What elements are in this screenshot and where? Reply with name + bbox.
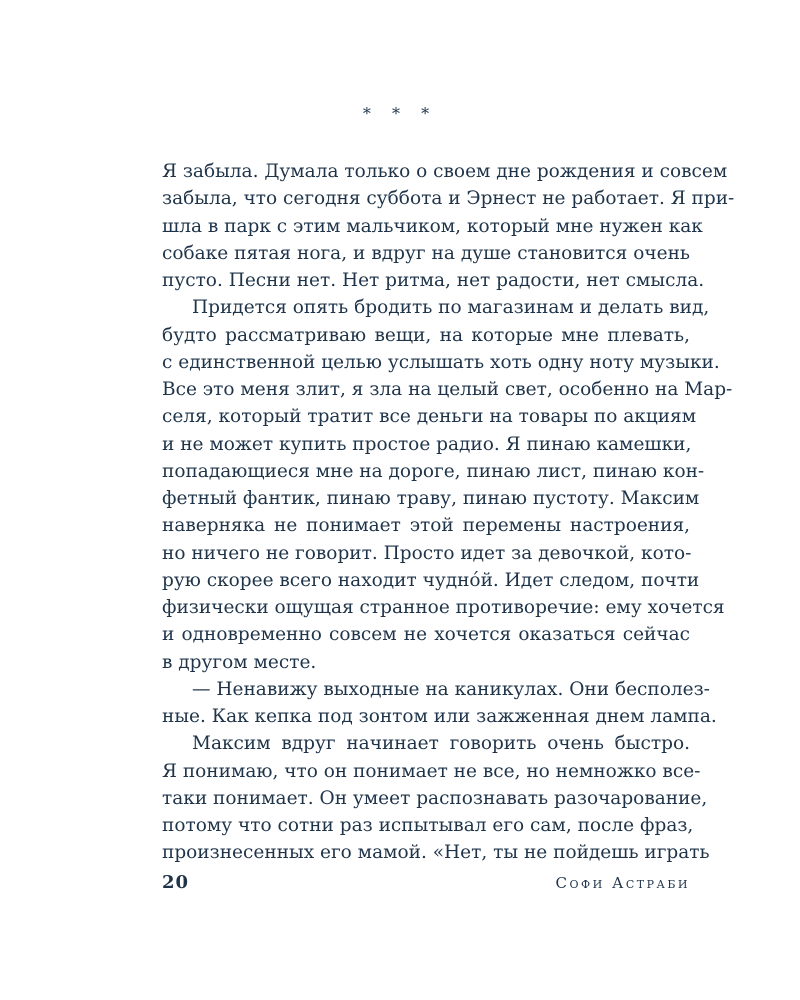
text-line: будто рассматриваю вещи, на которые мне плевать,: [162, 324, 690, 346]
body-text: [162, 158, 735, 867]
text-line: с единственной целью услышать хоть одну ноту музыки.: [162, 351, 720, 373]
text-line: Придется опять бродить по магазинам и делать вид,: [192, 297, 710, 319]
text-line: произнесенных его мамой. «Нет, ты не пойдешь играть: [162, 842, 710, 864]
text-line: — Ненавижу выходные на каникулах. Они бесполез-: [192, 678, 710, 700]
text-line: Максим вдруг начинает говорить очень быстро.: [192, 733, 690, 755]
text-line: рую скорее всего находит чуднóй. Идет следом, почти: [162, 569, 700, 591]
text-line: ные. Как кепка под зонтом или зажженная днем лампа.: [162, 706, 717, 727]
text-line: фетный фантик, пинаю траву, пинаю пустоту. Максим: [162, 488, 700, 509]
text-line: попадающиеся мне на дороге, пинаю лист, пинаю кон-: [162, 460, 705, 482]
text-line: Я забыла. Думала только о своем дне рождения и совсем: [162, 161, 728, 182]
text-line: собаке пятая нога, и вдруг на душе становится очень: [162, 242, 690, 264]
text-line: и одновременно совсем не хочется оказаться сейчас: [162, 624, 690, 646]
text-line: и не может купить простое радио. Я пинаю камешки,: [162, 433, 692, 455]
text-line: забыла, что сегодня суббота и Эрнест не работает. Я при-: [162, 188, 735, 210]
text-line: наверняка не понимает этой перемены настроения,: [162, 515, 690, 537]
text-line: потому что сотни раз испытывал его сам, после фраз,: [162, 815, 694, 836]
text-line: Все это меня злит, я зла на целый свет, особенно на Мар-: [162, 379, 733, 400]
page-number: 20: [162, 872, 190, 893]
text-line: физически ощущая странное противоречие: ему хочется: [162, 597, 725, 618]
section-separator: * * *: [362, 104, 438, 123]
text-line: но ничего не говорит. Просто идет за девочкой, кото-: [162, 542, 692, 564]
text-line: селя, который тратит все деньги на товары по акциям: [162, 406, 697, 428]
text-line: пусто. Песни нет. Нет ритма, нет радости, нет смысла.: [162, 270, 705, 291]
text-line: в другом месте.: [162, 651, 317, 673]
text-line: Я понимаю, что он понимает не все, но немножко все-: [162, 760, 701, 782]
text-line: таки понимает. Он умеет распознавать разочарование,: [162, 787, 708, 809]
text-line: шла в парк с этим мальчиком, который мне нужен как: [162, 215, 703, 237]
running-footer-author: Софи Астраби: [555, 874, 690, 892]
